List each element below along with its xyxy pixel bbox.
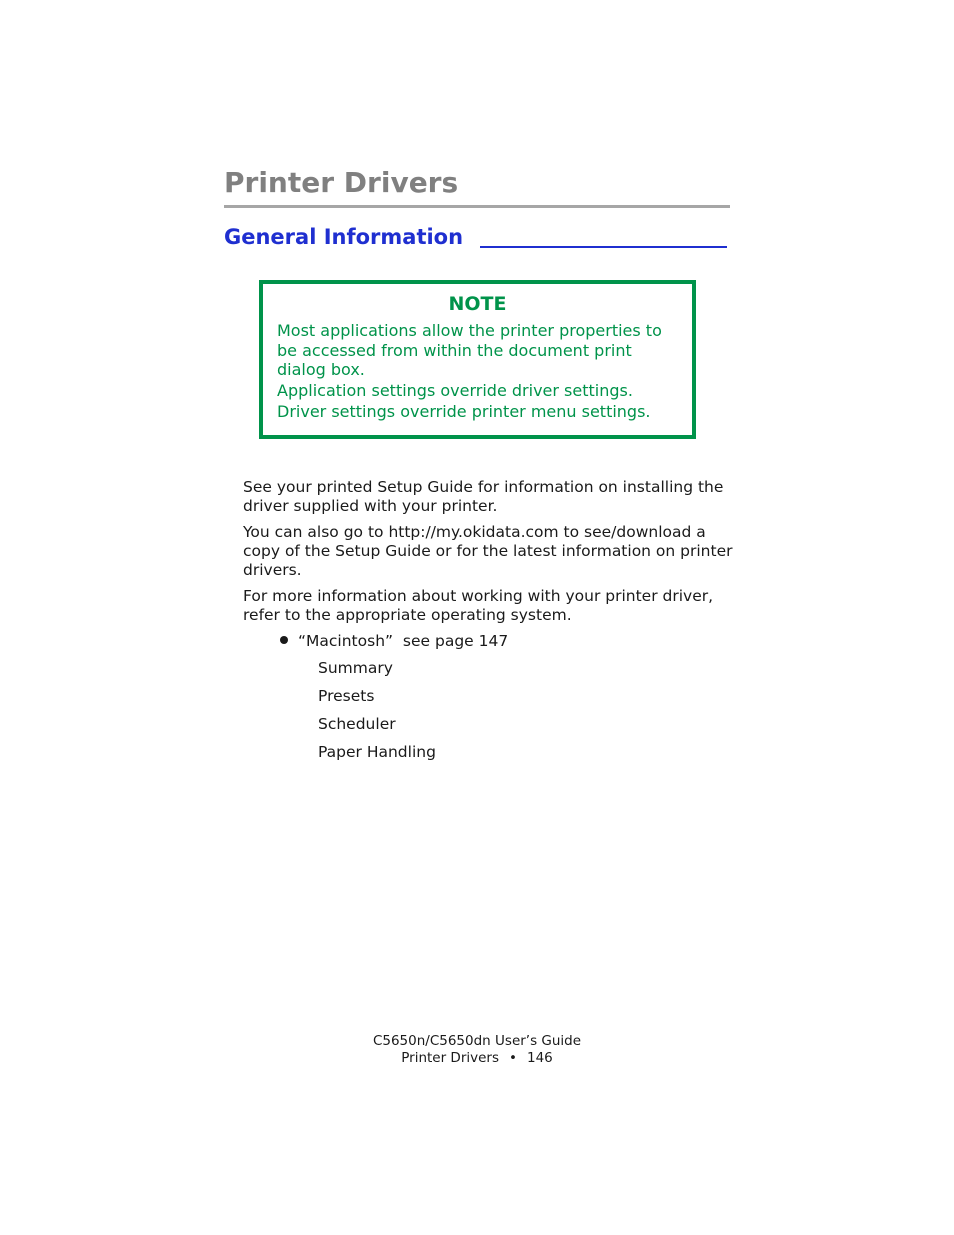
macintosh-link[interactable]: “Macintosh” [298,632,394,650]
sub-item-summary: Summary [318,659,393,677]
page-reference: see page 147 [402,632,509,650]
section-title: General Information [224,225,464,249]
paragraph-more-info: For more information about working with your printer driver, refer to the appropriate operating system. [243,587,714,624]
bullet-macintosh [280,632,508,651]
note-box [259,280,696,439]
bullet-icon [280,636,288,644]
footer-separator: • [509,1050,517,1066]
paragraph-okidata-link: You can also go to http://my.okidata.com to see/download a copy of the Setup Guide or for the latest information on printer drivers. [243,523,733,579]
sub-item-scheduler: Scheduler [318,715,396,733]
chapter-divider [224,205,730,208]
note-text-applications: Most applications allow the printer properties to be accessed from within the document print dialog box. [277,321,662,379]
note-heading: NOTE [448,293,507,315]
chapter-title: Printer Drivers [224,166,459,199]
footer-page-number: 146 [526,1050,553,1066]
note-text-application-settings: Application settings override driver settings. [277,381,633,400]
note-text-driver-settings: Driver settings override printer menu settings. [277,402,651,421]
footer-page-info [0,1050,954,1067]
footer-guide-title: C5650n/C5650dn User’s Guide [372,1033,582,1049]
footer-section-name: Printer Drivers [401,1050,500,1066]
paragraph-setup-guide: See your printed Setup Guide for information on installing the driver supplied with your printer. [243,478,724,515]
section-underline [480,246,727,248]
sub-item-presets: Presets [318,687,375,705]
sub-item-paper-handling: Paper Handling [318,743,436,761]
